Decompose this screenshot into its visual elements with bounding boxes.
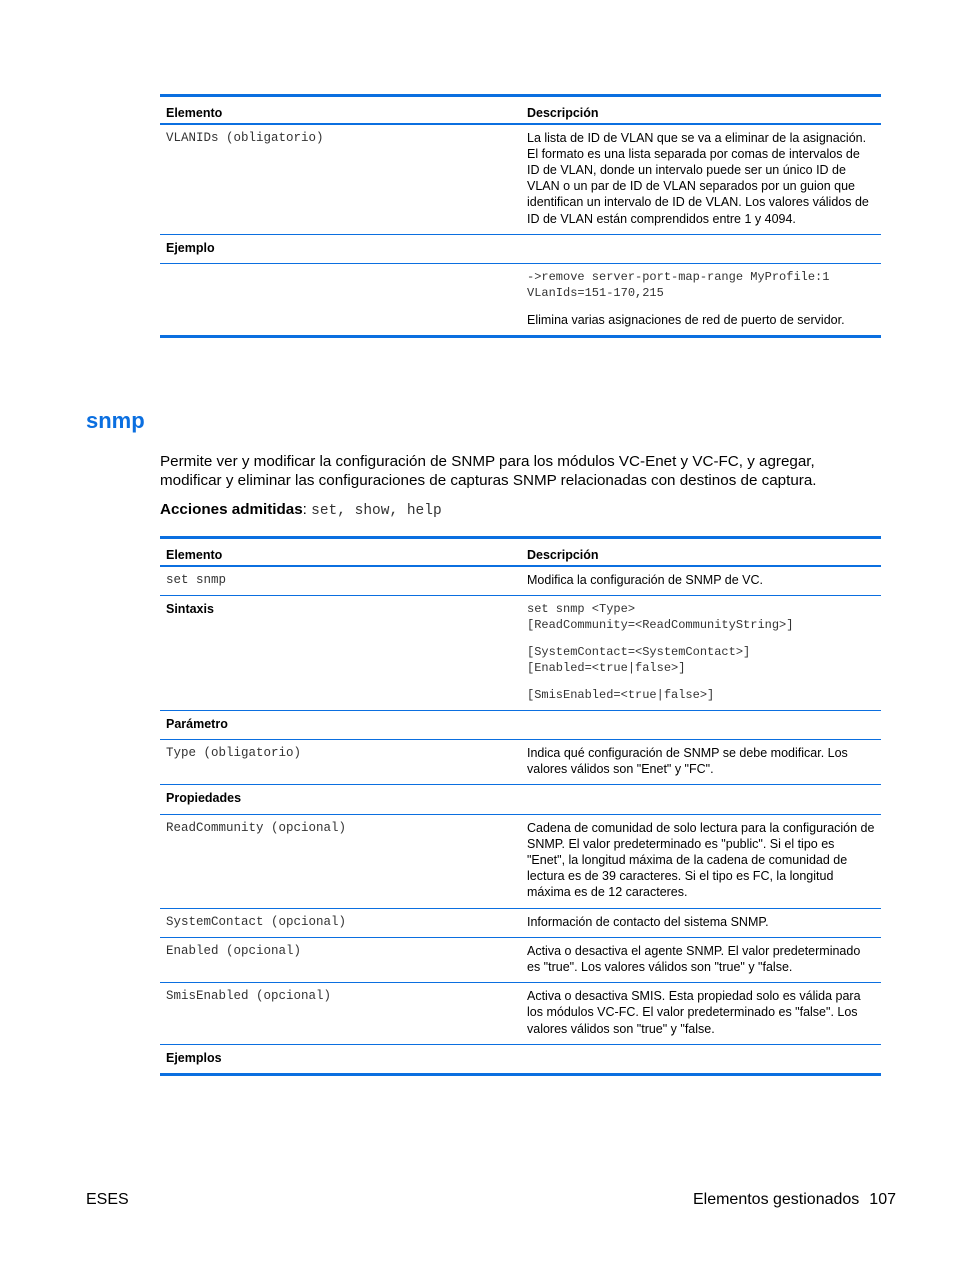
- table-row: [160, 814, 881, 908]
- table-row: [160, 1044, 881, 1074]
- syntax-line: [Enabled=<true|false>]: [527, 660, 686, 675]
- table-row: [160, 710, 881, 739]
- smisenabled-element: SmisEnabled (opcional): [160, 983, 521, 1045]
- header-description: Descripción: [521, 96, 881, 124]
- type-description: Indica qué configuración de SNMP se debe modificar. Los valores válidos son "Enet" y "FC".: [521, 739, 881, 784]
- parameter-label: Parámetro: [160, 710, 521, 739]
- vlan-parameters-table: [160, 94, 881, 338]
- properties-label: Propiedades: [160, 785, 521, 814]
- table-row: [160, 983, 881, 1045]
- header-description: Descripción: [521, 538, 881, 566]
- vlanids-element: VLANIDs (obligatorio): [160, 124, 521, 235]
- example-content: [521, 263, 881, 336]
- enabled-description: Activa o desactiva el agente SNMP. El valor predeterminado es "true". Los valores válidos son "true" y "false.: [521, 937, 881, 982]
- syntax-line: [SmisEnabled=<true|false>]: [527, 687, 715, 702]
- table-row: [160, 595, 881, 710]
- table-row: [160, 739, 881, 784]
- table-row: [160, 785, 881, 814]
- example-code-line: ->remove server-port-map-range MyProfile:1: [527, 269, 830, 284]
- actions-value: set, show, help: [311, 503, 442, 519]
- examples-label: Ejemplos: [160, 1044, 521, 1074]
- table-row: [160, 234, 881, 263]
- readcommunity-element: ReadCommunity (opcional): [160, 814, 521, 908]
- actions-separator: :: [302, 501, 307, 518]
- syntax-label: Sintaxis: [160, 595, 521, 710]
- snmp-table: [160, 536, 881, 1076]
- set-snmp-element: set snmp: [160, 566, 521, 596]
- systemcontact-element: SystemContact (opcional): [160, 908, 521, 937]
- table-row: [160, 908, 881, 937]
- actions-label: Acciones admitidas: [160, 501, 303, 518]
- footer-page-info: [693, 1191, 896, 1209]
- example-description: Elimina varias asignaciones de red de puerto de servidor.: [527, 312, 845, 327]
- footer-locale: ESES: [86, 1191, 129, 1208]
- syntax-line: [ReadCommunity=<ReadCommunityString>]: [527, 617, 794, 632]
- table-row: [160, 124, 881, 235]
- enabled-element: Enabled (opcional): [160, 937, 521, 982]
- systemcontact-description: Información de contacto del sistema SNMP.: [521, 908, 881, 937]
- footer-section-name: Elementos gestionados: [692, 1191, 860, 1208]
- header-element: Elemento: [160, 96, 521, 124]
- type-element: Type (obligatorio): [160, 739, 521, 784]
- header-element: Elemento: [160, 538, 521, 566]
- section-title: snmp: [86, 408, 145, 433]
- table-header-row: [160, 538, 881, 566]
- set-snmp-description: Modifica la configuración de SNMP de VC.: [521, 566, 881, 596]
- table-row: [160, 937, 881, 982]
- page-number: 107: [869, 1191, 896, 1208]
- table-header-row: [160, 96, 881, 124]
- syntax-content: [521, 595, 881, 710]
- vlanids-description: La lista de ID de VLAN que se va a eliminar de la asignación. El formato es una lista separada por comas de intervalos de ID de VLAN, donde un intervalo puede ser un único ID de VLAN o un par de ID de VLAN separados por un guion que identifican un intervalo de ID de VLAN. Los valores válidos de ID de VLAN están comprendidos entre 1 y 4094.: [521, 124, 881, 235]
- table-row: [160, 566, 881, 596]
- example-label: Ejemplo: [160, 234, 521, 263]
- table-row: [160, 263, 881, 336]
- syntax-line: [SystemContact=<SystemContact>]: [527, 644, 751, 659]
- supported-actions: [160, 501, 442, 519]
- readcommunity-description: Cadena de comunidad de solo lectura para la configuración de SNMP. El valor predeterminado es "public". Si el tipo es "Enet", la longitud máxima de la cadena de comunidad de lectura es de 39 caracteres. Si el tipo es FC, la longitud máxima es de 12 caracteres.: [521, 814, 881, 908]
- smisenabled-description: Activa o desactiva SMIS. Esta propiedad solo es válida para los módulos VC-FC. El valor predeterminado es "false". Los valores válidos son "true" y "false.: [521, 983, 881, 1045]
- section-intro: Permite ver y modificar la configuración de SNMP para los módulos VC-Enet y VC-FC, y agregar, modificar y eliminar las configuraciones de capturas SNMP relacionadas con destinos de captura.: [160, 453, 817, 489]
- example-code-line: VLanIds=151-170,215: [527, 285, 664, 300]
- syntax-line: set snmp <Type>: [527, 601, 636, 616]
